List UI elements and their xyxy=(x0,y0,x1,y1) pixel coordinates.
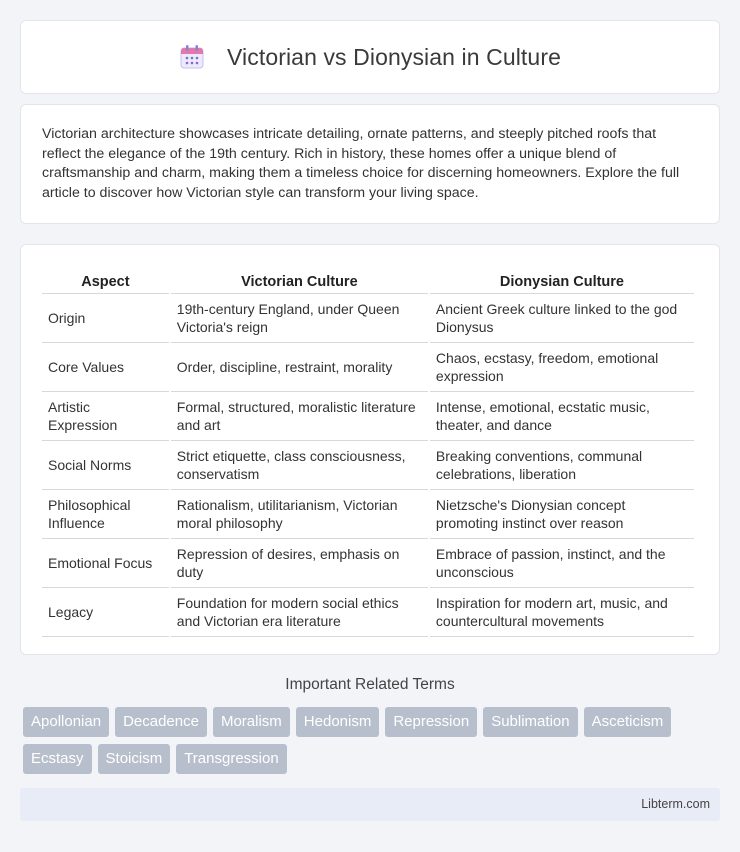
cell-dionysian: Ancient Greek culture linked to the god Dionysus xyxy=(430,294,694,343)
tag-row xyxy=(23,707,723,737)
table-row xyxy=(42,490,694,539)
table-row xyxy=(42,441,694,490)
cell-victorian: Repression of desires, emphasis on duty xyxy=(171,539,428,588)
tag-asceticism[interactable]: Asceticism xyxy=(584,707,672,737)
cell-dionysian: Chaos, ecstasy, freedom, emotional expression xyxy=(430,343,694,392)
cell-victorian: 19th-century England, under Queen Victoria's reign xyxy=(171,294,428,343)
table-row xyxy=(42,588,694,637)
cell-aspect: Social Norms xyxy=(42,441,169,490)
page-title: Victorian vs Dionysian in Culture xyxy=(227,43,561,70)
cell-victorian: Foundation for modern social ethics and Victorian era literature xyxy=(171,588,428,637)
cell-aspect: Origin xyxy=(42,294,169,343)
cell-victorian: Order, discipline, restraint, morality xyxy=(171,343,428,392)
tag-decadence[interactable]: Decadence xyxy=(115,707,207,737)
calendar-icon xyxy=(179,44,205,70)
related-terms-tags xyxy=(23,707,723,781)
tag-hedonism[interactable]: Hedonism xyxy=(296,707,380,737)
intro-card xyxy=(20,104,720,224)
cell-dionysian: Nietzsche's Dionysian concept promoting instinct over reason xyxy=(430,490,694,539)
cell-aspect: Core Values xyxy=(42,343,169,392)
cell-aspect: Artistic Expression xyxy=(42,392,169,441)
cell-dionysian: Breaking conventions, communal celebrations, liberation xyxy=(430,441,694,490)
cell-dionysian: Intense, emotional, ecstatic music, theater, and dance xyxy=(430,392,694,441)
header-card xyxy=(20,20,720,94)
tag-stoicism[interactable]: Stoicism xyxy=(98,744,171,774)
intro-text: Victorian architecture showcases intricate detailing, ornate patterns, and steeply pitched roofs that reflect the elegance of the 19th century. Rich in history, these homes offer a unique blend of craftsmanship and charm, making them a timeless choice for discerning homeowners. Explore the full article to discover how Victorian style can transform your living space. xyxy=(42,126,680,201)
comparison-card xyxy=(20,244,720,655)
table-row xyxy=(42,343,694,392)
cell-victorian: Strict etiquette, class consciousness, conservatism xyxy=(171,441,428,490)
tag-sublimation[interactable]: Sublimation xyxy=(483,707,577,737)
tag-moralism[interactable]: Moralism xyxy=(213,707,290,737)
tag-row xyxy=(23,744,723,774)
related-terms-title: Important Related Terms xyxy=(285,676,455,693)
cell-dionysian: Inspiration for modern art, music, and countercultural movements xyxy=(430,588,694,637)
tag-transgression[interactable]: Transgression xyxy=(176,744,286,774)
cell-aspect: Emotional Focus xyxy=(42,539,169,588)
table-row xyxy=(42,392,694,441)
cell-aspect: Legacy xyxy=(42,588,169,637)
tag-apollonian[interactable]: Apollonian xyxy=(23,707,109,737)
table-row xyxy=(42,294,694,343)
tag-ecstasy[interactable]: Ecstasy xyxy=(23,744,92,774)
cell-dionysian: Embrace of passion, instinct, and the unconscious xyxy=(430,539,694,588)
footer xyxy=(20,788,720,821)
cell-victorian: Rationalism, utilitarianism, Victorian moral philosophy xyxy=(171,490,428,539)
header-victorian: Victorian Culture xyxy=(171,265,428,294)
table-header-row xyxy=(42,265,694,294)
comparison-table xyxy=(40,265,696,637)
tag-repression[interactable]: Repression xyxy=(385,707,477,737)
cell-aspect: Philosophical Influence xyxy=(42,490,169,539)
cell-victorian: Formal, structured, moralistic literature and art xyxy=(171,392,428,441)
header-aspect: Aspect xyxy=(42,265,169,294)
table-row xyxy=(42,539,694,588)
footer-link[interactable]: Libterm.com xyxy=(641,797,710,811)
header-dionysian: Dionysian Culture xyxy=(430,265,694,294)
